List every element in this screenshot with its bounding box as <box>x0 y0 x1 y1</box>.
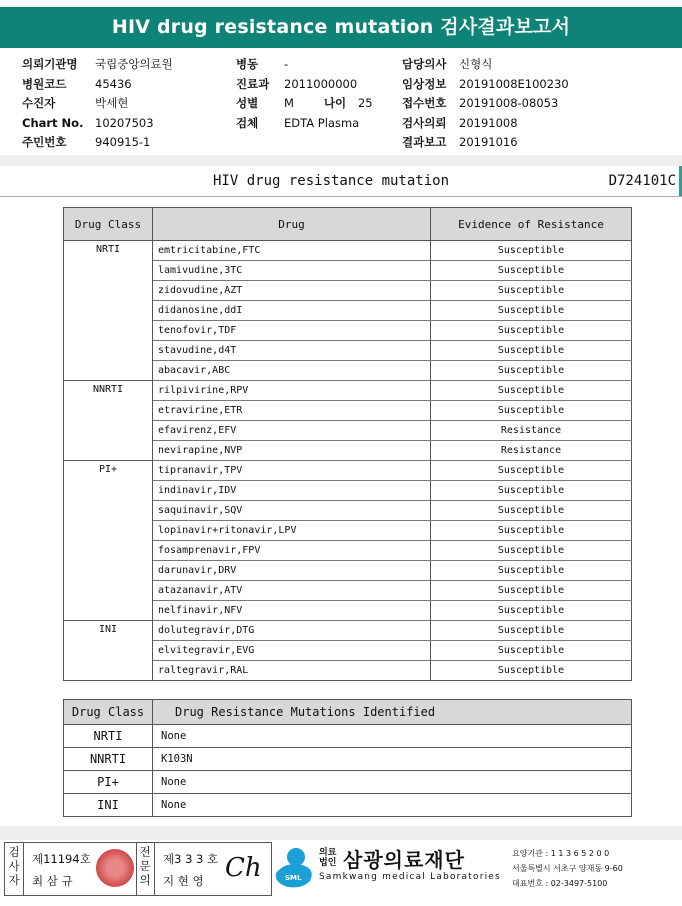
drug-cell: dolutegravir,DTG <box>153 621 431 641</box>
report-code: D724101C <box>608 173 676 189</box>
info-value: 940915-1 <box>95 135 151 149</box>
info-value: 20191008E100230 <box>459 76 569 91</box>
info-row <box>402 54 569 74</box>
info-row <box>22 74 173 94</box>
header-mutations: Drug Resistance Mutations Identified <box>153 700 632 725</box>
drug-cell: abacavir,ABC <box>153 361 431 381</box>
contact-line: 서울특별시 서초구 양재동 9-60 <box>512 864 623 873</box>
drug-cell: elvitegravir,EVG <box>153 641 431 661</box>
signature-mark: Ch <box>225 853 262 883</box>
info-label: 병동 <box>236 57 259 71</box>
evidence-cell: Susceptible <box>431 601 632 621</box>
contact-line: 대표번호 : 02-3497-5100 <box>512 879 608 888</box>
table-row <box>64 241 632 261</box>
info-row <box>236 113 373 133</box>
evidence-cell: Susceptible <box>431 281 632 301</box>
info-label: 담당의사 <box>402 57 447 71</box>
drug-class-cell: NRTI <box>64 725 153 748</box>
evidence-cell: Susceptible <box>431 261 632 281</box>
sml-logo-icon <box>272 843 316 889</box>
table-row <box>64 794 632 817</box>
table-row <box>64 621 632 641</box>
evidence-cell: Susceptible <box>431 541 632 561</box>
seal-stamp <box>96 849 134 887</box>
signature-box <box>4 842 272 896</box>
evidence-cell: Susceptible <box>431 241 632 261</box>
specialist-label: 전 문 의 <box>139 845 151 887</box>
info-value: 20191016 <box>459 135 518 149</box>
evidence-cell: Susceptible <box>431 401 632 421</box>
mutation-cell: K103N <box>153 748 632 771</box>
drug-cell: nelfinavir,NFV <box>153 601 431 621</box>
table-row <box>64 381 632 401</box>
info-row <box>402 93 569 113</box>
contact-info <box>512 846 623 891</box>
evidence-cell: Susceptible <box>431 481 632 501</box>
drug-class-cell: NRTI <box>64 241 153 381</box>
header-evidence: Evidence of Resistance <box>431 208 632 241</box>
drug-cell: nevirapine,NVP <box>153 441 431 461</box>
evidence-cell: Susceptible <box>431 581 632 601</box>
info-value: 2011000000 <box>284 76 358 91</box>
evidence-cell: Susceptible <box>431 661 632 681</box>
drug-cell: lopinavir+ritonavir,LPV <box>153 521 431 541</box>
drug-class-cell: NNRTI <box>64 381 153 461</box>
header-drug: Drug <box>153 208 431 241</box>
section-title: HIV drug resistance mutation <box>213 173 450 189</box>
info-label: 진료과 <box>236 76 270 91</box>
patient-info-col3 <box>402 54 569 152</box>
drug-cell: fosamprenavir,FPV <box>153 541 431 561</box>
info-value: 국립중앙의료원 <box>95 57 173 71</box>
evidence-cell: Susceptible <box>431 461 632 481</box>
info-value: 45436 <box>95 76 132 91</box>
info-row <box>402 113 569 133</box>
info-row <box>236 74 373 94</box>
drug-cell: emtricitabine,FTC <box>153 241 431 261</box>
evidence-cell: Susceptible <box>431 301 632 321</box>
info-label: 병원코드 <box>22 76 67 91</box>
info-value: 25 <box>357 96 373 110</box>
info-row <box>22 93 173 113</box>
specialist-license: 제3 3 3 호 <box>163 852 219 866</box>
evidence-cell: Susceptible <box>431 321 632 341</box>
patient-info-col1 <box>22 54 173 152</box>
evidence-cell: Susceptible <box>431 341 632 361</box>
evidence-cell: Susceptible <box>431 501 632 521</box>
evidence-cell: Resistance <box>431 421 632 441</box>
brand-english: Samkwang medical Laboratories <box>319 872 501 882</box>
drug-cell: tipranavir,TPV <box>153 461 431 481</box>
evidence-cell: Susceptible <box>431 641 632 661</box>
header-drug-class: Drug Class <box>64 700 153 725</box>
info-label: 임상정보 <box>402 76 447 91</box>
drug-cell: lamivudine,3TC <box>153 261 431 281</box>
evidence-cell: Susceptible <box>431 621 632 641</box>
drug-cell: etravirine,ETR <box>153 401 431 421</box>
drug-cell: efavirenz,EFV <box>153 421 431 441</box>
drug-cell: didanosine,ddI <box>153 301 431 321</box>
info-row <box>22 113 173 133</box>
tester-label: 검 사 자 <box>8 845 20 887</box>
info-value: 신형식 <box>459 57 493 71</box>
info-value: 20191008 <box>459 115 518 130</box>
drug-cell: raltegravir,RAL <box>153 661 431 681</box>
brand-corp: 의료법인 <box>319 848 337 868</box>
table-row <box>64 748 632 771</box>
evidence-cell: Susceptible <box>431 361 632 381</box>
section-divider <box>0 155 682 166</box>
info-label: 검체 <box>236 115 259 130</box>
drug-cell: atazanavir,ATV <box>153 581 431 601</box>
info-row <box>22 54 173 74</box>
info-label: 결과보고 <box>402 135 447 149</box>
info-label: 의뢰기관명 <box>22 57 78 71</box>
header-drug-class: Drug Class <box>64 208 153 241</box>
evidence-cell: Susceptible <box>431 561 632 581</box>
evidence-cell: Susceptible <box>431 381 632 401</box>
evidence-cell: Susceptible <box>431 521 632 541</box>
table-row <box>64 771 632 794</box>
report-title: HIV drug resistance mutation 검사결과보고서 <box>0 7 682 48</box>
info-label: 수진자 <box>22 96 56 110</box>
info-row <box>402 132 569 152</box>
info-value: - <box>284 57 289 71</box>
table-row <box>64 725 632 748</box>
mutation-cell: None <box>153 794 632 817</box>
evidence-cell: Resistance <box>431 441 632 461</box>
drug-class-cell: INI <box>64 621 153 681</box>
mutation-cell: None <box>153 771 632 794</box>
section-header <box>0 168 682 197</box>
info-row <box>236 54 373 74</box>
table-row <box>64 461 632 481</box>
mutations-table <box>63 699 632 817</box>
tester-license: 제11194호 <box>32 852 91 866</box>
drug-cell: zidovudine,AZT <box>153 281 431 301</box>
info-value: M <box>284 96 294 110</box>
drug-cell: rilpivirine,RPV <box>153 381 431 401</box>
info-label: Chart No. <box>22 115 84 130</box>
drug-class-cell: NNRTI <box>64 748 153 771</box>
info-label: 성별 <box>236 96 259 110</box>
patient-info-col2 <box>236 54 373 132</box>
drug-class-cell: PI+ <box>64 461 153 621</box>
contact-line: 요양기관 : 1 1 3 6 5 2 0 0 <box>512 849 610 858</box>
info-label: 주민번호 <box>22 135 67 149</box>
tester-name: 최 삼 규 <box>32 874 73 888</box>
info-row <box>236 93 373 113</box>
brand-name: 삼광의료재단 <box>343 848 465 872</box>
info-label: 접수번호 <box>402 96 447 110</box>
info-row <box>22 132 173 152</box>
info-value: EDTA Plasma <box>284 115 360 130</box>
resistance-table <box>63 207 632 681</box>
drug-cell: saquinavir,SQV <box>153 501 431 521</box>
info-value: 20191008-08053 <box>459 96 559 110</box>
info-label: 나이 <box>323 96 347 110</box>
age-field <box>324 93 373 113</box>
logo-text: SML <box>285 874 302 882</box>
specialist-name: 지 현 영 <box>163 874 204 888</box>
info-row <box>402 74 569 94</box>
drug-cell: tenofovir,TDF <box>153 321 431 341</box>
mutation-cell: None <box>153 725 632 748</box>
drug-class-cell: PI+ <box>64 771 153 794</box>
footer-divider <box>0 826 682 840</box>
drug-class-cell: INI <box>64 794 153 817</box>
drug-cell: darunavir,DRV <box>153 561 431 581</box>
info-value: 10207503 <box>95 115 154 130</box>
info-label: 검사의뢰 <box>402 115 447 130</box>
drug-cell: stavudine,d4T <box>153 341 431 361</box>
drug-cell: indinavir,IDV <box>153 481 431 501</box>
info-value: 박세현 <box>95 96 129 110</box>
